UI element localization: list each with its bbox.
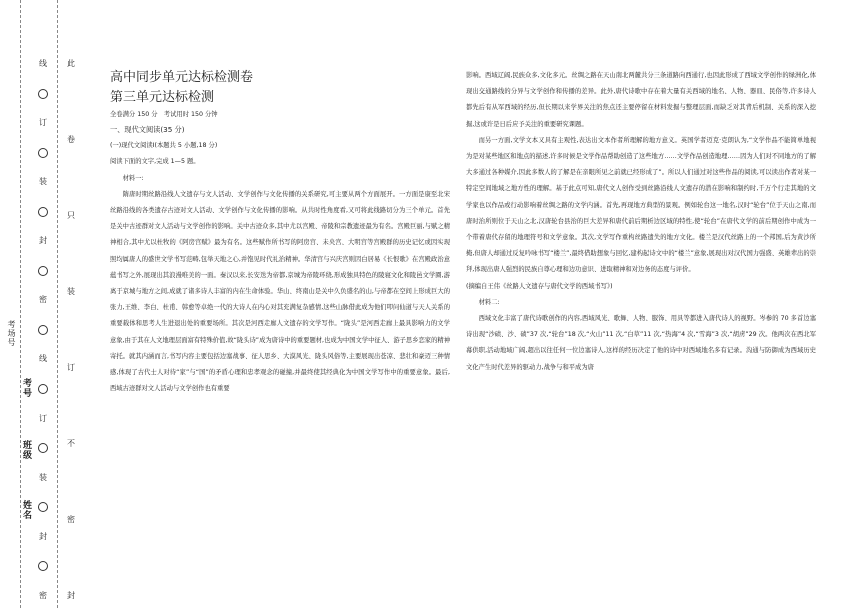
passage-paragraph: 隋唐时期丝路沿线人文遗存与文人活动、文学创作与文化传播的关系研究,可主要从两个方面展开。一方面是康至北宋丝路沿线的各类遗存古迹对文人活动、文学创作与文化传播的影响。从共时性角度看,又可将此线路切分为三个单元。首先是关中古迹群对文人活动与文学创作的影响。关中古迹众多,其中尤以宫殿、帝陵和宗教遗迹最为有名。宫殿巨丽,与赋之精神相合,其中尤以杜牧的《阿房宫赋》最为有名。这些赋作所书写的阿房宫、未央宫、大明宫等宫殿群的历史记忆或因实现照均属唐人的盛世文学书写范畴,包举天地之心,并饱见时代礼治精神。华清宫与兴庆宫则因白居易《长恨歌》在宫殿政治意蕴书写之外,展现出其浪漫唯美的一面。秦汉以来,长安迭为帝都,京城为帝陵环绕,形成独具特色的陵寝文化和陵邑文学圈,游离于京城与地方之间,成就了诸多诗人丰富的内在生命体验。华山、终南山是关中久负盛名的山,与帝都在空间上形成巨大的张力,王维、李白、杜甫、韩愈等卓绝一代的大诗人在内心对其充满复杂感情,这些山脉借此成为他们叩问仙道与天人关系的重要载体和思考人生进退出处的重要场所。其次是河西走廊人文遗存的文学写作。“陇头”是河西走廊上最具影响力的文学意象,由于其在人文地理层面富有特殊价值,故“陇头诗”成为唐诗中的重要题材,也成为中国文学中征人、游子思乡恋家的精神寄托。就其内涵而言,书写内容主要包括边塞战事、征人思乡、大漠风光、陇头风俗等,主要展现出苍凉、悲壮和豪迈三种情感,体现了古代士人对待“家”与“国”的矛盾心理和忠孝观念的碰撞,并最终使其经典化为中国文学写作中的重要意象。最后,西域古迹群对文人活动与文学创作也有重要: [110, 190, 450, 393]
binding-char: 线: [39, 354, 47, 364]
section-heading: 一、现代文阅读(35 分): [110, 125, 185, 134]
instruction-text: 阅读下面的文字,完成 1—5 题。: [110, 158, 200, 166]
binding-char: 只: [67, 211, 75, 220]
score-line: 全卷满分 150 分 考试用时 150 分钟: [110, 111, 218, 118]
binding-char: 封: [39, 531, 47, 541]
circle-icon: [38, 266, 48, 276]
circle-icon: [38, 325, 48, 335]
binding-char: 订: [39, 118, 47, 128]
binding-char: 装: [67, 287, 75, 296]
binding-char: 封: [39, 236, 47, 246]
binding-char: 线: [39, 59, 47, 68]
circle-icon: [38, 502, 48, 512]
circle-icon: [38, 148, 48, 158]
circle-icon: [38, 89, 48, 99]
passage-paragraph: 影响。西域辽阔,民族众多,文化多元。丝绸之路在天山南北两麓共分三条道路向西通行,也因此形成了西域文学创作的绿洲化,体现出交通路线的分异与文学创作和传播的差异。此外,唐代诗歌中存在着大量有关西域的地名、人物、器皿、民俗等,许多诗人都先后有从军西域的经历,但长期以来学界关注的焦点还主要停留在材料发掘与整理层面,而缺乏对其背后机制、关系的深入挖掘,这或许是日后应予关注的重要研究课题。: [466, 72, 816, 128]
passage-paragraph: 而另一方面,文学文本又具有主观性,表达出文本作者所理解的地方意义。英国学者迈克·克朗认为,“文学作品不能简单地视为是对某些地区和地点的描述,许多时候是文学作品帮助创造了这些地方……文学作品创造地理……因为人们对不同地方的了解大多通过各种媒介,因此多数人的了解是在亲眼所见之前就已经形成了”。所以人们通过对这些作品的阅读,可以读出作者对某一特定空间地域之地方性的理解。基于此点可知,唐代文人创作受到丝路沿线人文遗存的潜在影响和制约时,千万个行走其地的文学家也以作品或行动影响着丝绸之路的文学内涵。首先,再现地方典型的景观。例如轮台这一地名,汉时“轮台”位于天山之南,而唐时治所则位于天山之北,汉唐轮台县治的巨大差异和唐代前后期析边区域的特性,使“轮台”在唐代文学的前后期创作中成为一个带着唐代存留的地理符号和文学意象。其次,文学写作重构丝路遗失的地方文化。楼兰是汉代丝路上的一个邦国,后为黄沙所掩,但唐人却通过反复吟咏书写“楼兰”,最终借助想象与回忆,建构起诗文中的“楼兰”意象,展现出对汉代国力强盛、英雄辈出的崇拜,体现出唐人强烈的民族自尊心理和边功意识、进取精神和对边务的态度与评价。: [466, 136, 816, 274]
binding-char: 密: [67, 515, 75, 524]
material-label: 材料一:: [122, 174, 144, 182]
binding-marks-outer: [65, 60, 77, 600]
binding-char: 订: [67, 363, 75, 372]
binding-char: 卷: [67, 135, 75, 144]
circle-icon: [38, 384, 48, 394]
right-column: [466, 68, 816, 376]
source-citation: (摘编自王伟《丝路人文遗存与唐代文学的西域书写》): [466, 282, 613, 290]
circle-icon: [38, 207, 48, 217]
binding-line-inner: [57, 0, 58, 608]
binding-char: 此: [67, 59, 75, 68]
binding-char: 封: [67, 591, 75, 600]
binding-char: 装: [39, 177, 47, 187]
left-column: [110, 68, 450, 397]
room-field-label: 考场号: [7, 320, 16, 347]
subsection-heading: (一)现代文阅读Ⅰ(本题共 5 小题,18 分): [110, 142, 218, 150]
exam-title: 高中同步单元达标检测卷: [110, 70, 254, 85]
binding-char: 密: [39, 590, 47, 600]
passage-paragraph: 西域文化丰富了唐代诗歌创作的内容,西域风光、歌舞、人物、服饰、用具等都进入唐代诗人的视野。岑参的 70 多首边塞诗出现“沙碛、沙、碛”37 次,“轮台”18 次,“火山”11 次,“白草”11 次,“热海”4 次,“雪海”3 次,“胡虏”29 次。他两次在西北军幕供职,活动地域广阔,超出以往任何一位边塞诗人,这样的经历决定了他的诗中对西域地名多有记录。沟通与防御成为西域历史文化产生时代差异的驱动力,战争与和平成为唐: [466, 315, 816, 371]
binding-char: 不: [67, 439, 75, 448]
binding-char: 密: [39, 295, 47, 305]
seat-field-label: 考号: [21, 378, 31, 398]
unit-title: 第三单元达标检测: [110, 90, 215, 105]
binding-marks-inner: [37, 60, 49, 600]
circle-icon: [38, 443, 48, 453]
class-field-label: 班级: [21, 440, 31, 460]
circle-icon: [38, 561, 48, 571]
name-field-label: 姓名: [21, 500, 31, 520]
binding-char: 装: [39, 472, 47, 482]
binding-char: 订: [39, 413, 47, 423]
material-label: 材料二:: [478, 298, 500, 306]
